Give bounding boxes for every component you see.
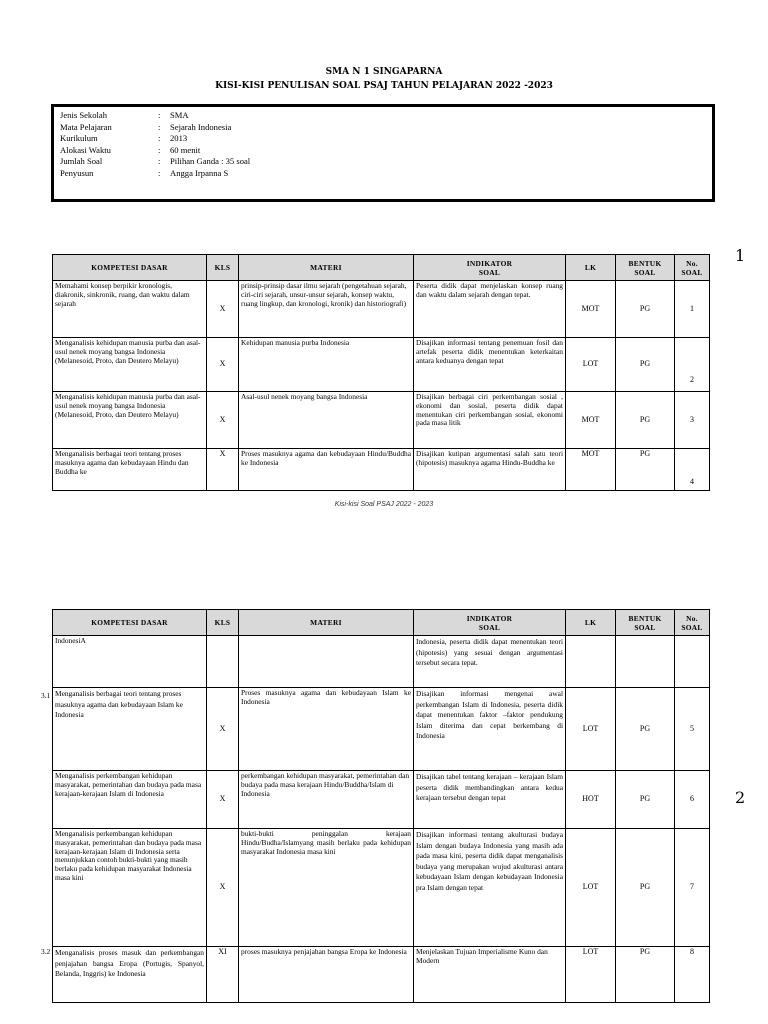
info-label: Alokasi Waktu xyxy=(60,144,111,155)
col-no-2: SOAL xyxy=(681,622,703,632)
kisi-table-2 xyxy=(52,609,710,1003)
table-row xyxy=(53,688,710,771)
cell-bentuk: PG xyxy=(616,947,675,1003)
cell-kd: IndonesiA xyxy=(53,636,207,688)
col-indikator xyxy=(414,255,566,281)
info-sep: : xyxy=(158,110,161,120)
cell-bentuk: PG xyxy=(616,338,675,392)
cell-indikator: Menjelaskan Tujuan Imperialisme Kuno dan Modern xyxy=(414,947,566,1003)
cell-materi: bukti-bukti peninggalan kerajaan Hindu/Budha/Islamyang masih berlaku pada kehidupan masyarakat Indonesia masa kini xyxy=(239,829,414,947)
cell-kls: X xyxy=(207,392,239,449)
cell-materi: Kehidupan manusia purba Indonesia xyxy=(239,338,414,392)
info-row xyxy=(60,156,706,168)
cell-indikator: Indonesia, peserta didik dapat menentukan teori (hipotesis) yang sesuai dengan argumentasi tersebut secara tepat. xyxy=(414,636,566,688)
cell-kd: Menganalisis berbagai teori tentang proses masuknya agama dan kebudayaan Islam ke Indonesia xyxy=(53,688,207,771)
cell-lk xyxy=(566,636,616,688)
cell-lk: HOT xyxy=(566,771,616,829)
cell-kls: X xyxy=(207,281,239,338)
cell-kd: Menganalisis kehidupan manusia purba dan asal-usul nenek moyang bangsa Indonesia (Melanesoid, Proto, dan Deutero Melayu) xyxy=(53,338,207,392)
col-materi: MATERI xyxy=(239,255,414,281)
cell-kd: Memahami konsep berpikir kronologis, diakronik, sinkronik, ruang, dan waktu dalam sejarah xyxy=(53,281,207,338)
kd-number: 3.2 xyxy=(41,947,51,956)
cell-bentuk: PG xyxy=(616,281,675,338)
col-lk: LK xyxy=(566,610,616,636)
info-row xyxy=(60,110,706,122)
table-row xyxy=(53,338,710,392)
cell-lk: LOT xyxy=(566,688,616,771)
cell-materi: Proses masuknya agama dan kebudayaan Hindu/Buddha ke Indonesia xyxy=(239,449,414,491)
cell-materi: Asal-usul nenek moyang bangsa Indonesia xyxy=(239,392,414,449)
table-header-row xyxy=(53,610,710,636)
table-row xyxy=(53,392,710,449)
cell-kd: Menganalisis perkembangan kehidupan masyarakat, pemerintahan dan budaya pada masa kerajaan-kerajaan Islam di Indonesia serta menunjukkan contoh bukti-bukti yang masih berlaku pada kehidupan masyarakat Indonesia masa kini xyxy=(53,829,207,947)
cell-no: 1 xyxy=(675,281,710,338)
col-indikator-1: INDIKATOR xyxy=(466,613,513,623)
col-bentuk-1: BENTUK xyxy=(628,258,662,268)
page-number: 1 xyxy=(735,246,746,265)
cell-kd: Menganalisis kehidupan manusia purba dan asal-usul nenek moyang bangsa Indonesia (Melanesoid, Proto, dan Deutero Melayu) xyxy=(53,392,207,449)
page-footer: Kisi-kisi Soal PSAJ 2022 - 2023 xyxy=(334,501,434,508)
cell-no: 3 xyxy=(675,392,710,449)
info-label: Mata Pelajaran xyxy=(60,121,112,132)
table-row xyxy=(53,947,710,1003)
col-no-1: No. xyxy=(686,613,698,623)
info-sep: : xyxy=(158,121,161,132)
cell-bentuk: PG xyxy=(616,449,675,491)
cell-kd: Menganalisis perkembangan kehidupan masyarakat, pemerintahan dan budaya pada masa kerajaan-kerajaan Islam di Indonesia xyxy=(53,771,207,829)
col-kls: KLS xyxy=(207,255,239,281)
cell-materi: perkembangan kehidupan masyarakat, pemerintahan dan budaya pada masa kerajaan Hindu/Buddha/Islam di Indonesia xyxy=(239,771,414,829)
kisi-table-1 xyxy=(52,254,710,491)
info-value: SMA xyxy=(170,110,189,120)
cell-kls: X xyxy=(207,449,239,491)
info-value: Angga Irpanna S xyxy=(170,167,229,178)
cell-kls: X xyxy=(207,338,239,392)
cell-bentuk xyxy=(616,636,675,688)
col-bentuk-1: BENTUK xyxy=(628,613,662,623)
cell-bentuk: PG xyxy=(616,392,675,449)
cell-no xyxy=(675,636,710,688)
info-row xyxy=(60,133,706,145)
cell-no: 8 xyxy=(675,947,710,1003)
cell-lk: LOT xyxy=(566,829,616,947)
cell-kls: X xyxy=(207,829,239,947)
col-no xyxy=(675,610,710,636)
cell-materi xyxy=(239,636,414,688)
col-bentuk-2: SOAL xyxy=(634,267,656,277)
cell-lk: MOT xyxy=(566,392,616,449)
page-number: 2 xyxy=(735,788,746,807)
cell-indikator: Disajikan tabel tentang kerajaan – kerajaan Islam peserta didik membandingkan antara kedua kerajaan tersebut dengan tepat xyxy=(414,771,566,829)
cell-indikator: Disajikan informasi tentang akulturasi budaya Islam dengan budaya Indonesia yang masih ada pada masa kini, peserta didik dapat menganalisis budaya yang merupakan wujud akulturasi antara kebudayaan Islam dengan kebudayaan Indonesia pra Islam dengan tepat xyxy=(414,829,566,947)
cell-no: 7 xyxy=(675,829,710,947)
info-row xyxy=(60,168,706,180)
document-title: KISI-KISI PENULISAN SOAL PSAJ TAHUN PELAJARAN 2022 -2023 xyxy=(215,81,553,91)
cell-no: 4 xyxy=(675,449,710,491)
col-no-2: SOAL xyxy=(681,267,703,277)
col-kd: KOMPETESI DASAR xyxy=(53,255,207,281)
cell-bentuk: PG xyxy=(616,688,675,771)
school-name: SMA N 1 SINGAPARNA xyxy=(325,67,443,77)
cell-no: 5 xyxy=(675,688,710,771)
cell-kls: XI xyxy=(207,947,239,1003)
cell-lk: MOT xyxy=(566,281,616,338)
table-header-row xyxy=(53,255,710,281)
cell-materi: Proses masuknya agama dan kebudayaan Islam ke Indonesia xyxy=(239,688,414,771)
info-label: Penyusun xyxy=(60,167,94,178)
cell-lk: LOT xyxy=(566,947,616,1003)
info-label: Kurikulum xyxy=(60,133,98,144)
cell-no: 6 xyxy=(675,771,710,829)
info-label: Jumlah Soal xyxy=(60,156,103,167)
cell-materi: prinsip-prinsip dasar ilmu sejarah (pengetahuan sejarah, ciri-ciri sejarah, unsur-unsur sejarah, konsep waktu, ruang lingkup, dan kronologi, kronik) dan historiografi) xyxy=(239,281,414,338)
cell-indikator: Disajikan informasi tentang penemuan fosil dan artefak peserta didik menentukan keterkaitan antara keduanya dengan tepat xyxy=(414,338,566,392)
cell-lk: MOT xyxy=(566,449,616,491)
cell-indikator: Disajikan berbagai ciri perkembangan sosial , ekonomi dan sosial, peserta didik dapat menentukan ciri perkembangan sosial, ekonomi pada masa litik xyxy=(414,392,566,449)
col-indikator-2: SOAL xyxy=(478,622,501,632)
table-row xyxy=(53,281,710,338)
col-bentuk xyxy=(616,255,675,281)
cell-indikator: Disajikan kutipan argumentasi salah satu teori (hipotesis) masuknya agama Hindu-Buddha ke xyxy=(414,449,566,491)
col-bentuk-2: SOAL xyxy=(634,622,656,632)
info-sep: : xyxy=(158,167,161,178)
info-row xyxy=(60,145,706,157)
info-value: 2013 xyxy=(170,133,188,144)
cell-materi: proses masuknya penjajahan bangsa Eropa ke Indonesia xyxy=(239,947,414,1003)
col-bentuk xyxy=(616,610,675,636)
cell-indikator: Disajikan informasi mengenai awal perkembangan Islam di Indonesia, peserta didik dapat menentukan faktor –faktor pendukung Islam diterima dan cepat berkembang di Indonesia xyxy=(414,688,566,771)
table-row xyxy=(53,771,710,829)
cell-bentuk: PG xyxy=(616,829,675,947)
cell-kls: X xyxy=(207,771,239,829)
info-box xyxy=(51,104,715,202)
cell-kls xyxy=(207,636,239,688)
col-indikator-1: INDIKATOR xyxy=(466,258,513,268)
col-kd: KOMPETESI DASAR xyxy=(53,610,207,636)
info-row xyxy=(60,122,706,134)
col-lk: LK xyxy=(566,255,616,281)
info-value: 60 menit xyxy=(170,144,201,155)
cell-kd: Menganalisis proses masuk dan perkembangan penjajahan bangsa Eropa (Portugis, Spanyol, Belanda, Inggris) ke Indonesia xyxy=(53,947,207,1003)
kd-number: 3.1 xyxy=(41,691,51,700)
info-value: Pilihan Ganda : 35 soal xyxy=(170,156,251,167)
info-value: Sejarah Indonesia xyxy=(170,121,232,132)
col-indikator xyxy=(414,610,566,636)
info-sep: : xyxy=(158,133,161,144)
cell-no: 2 xyxy=(675,338,710,392)
info-sep: : xyxy=(158,144,161,155)
col-materi: MATERI xyxy=(239,610,414,636)
info-sep: : xyxy=(158,156,161,167)
table-row xyxy=(53,449,710,491)
col-no-1: No. xyxy=(686,258,698,268)
table-row xyxy=(53,636,710,688)
col-kls: KLS xyxy=(207,610,239,636)
col-no xyxy=(675,255,710,281)
cell-kd: Menganalisis berbagai teori tentang proses masuknya agama dan kebudayaan Hindu dan Buddha ke xyxy=(53,449,207,491)
cell-kls: X xyxy=(207,688,239,771)
col-indikator-2: SOAL xyxy=(478,267,501,277)
cell-bentuk: PG xyxy=(616,771,675,829)
cell-indikator: Peserta didik dapat menjelaskan konsep ruang dan waktu dalam sejarah dengan tepat. xyxy=(414,281,566,338)
table-row xyxy=(53,829,710,947)
info-label: Jenis Sekolah xyxy=(60,110,108,120)
cell-lk: LOT xyxy=(566,338,616,392)
